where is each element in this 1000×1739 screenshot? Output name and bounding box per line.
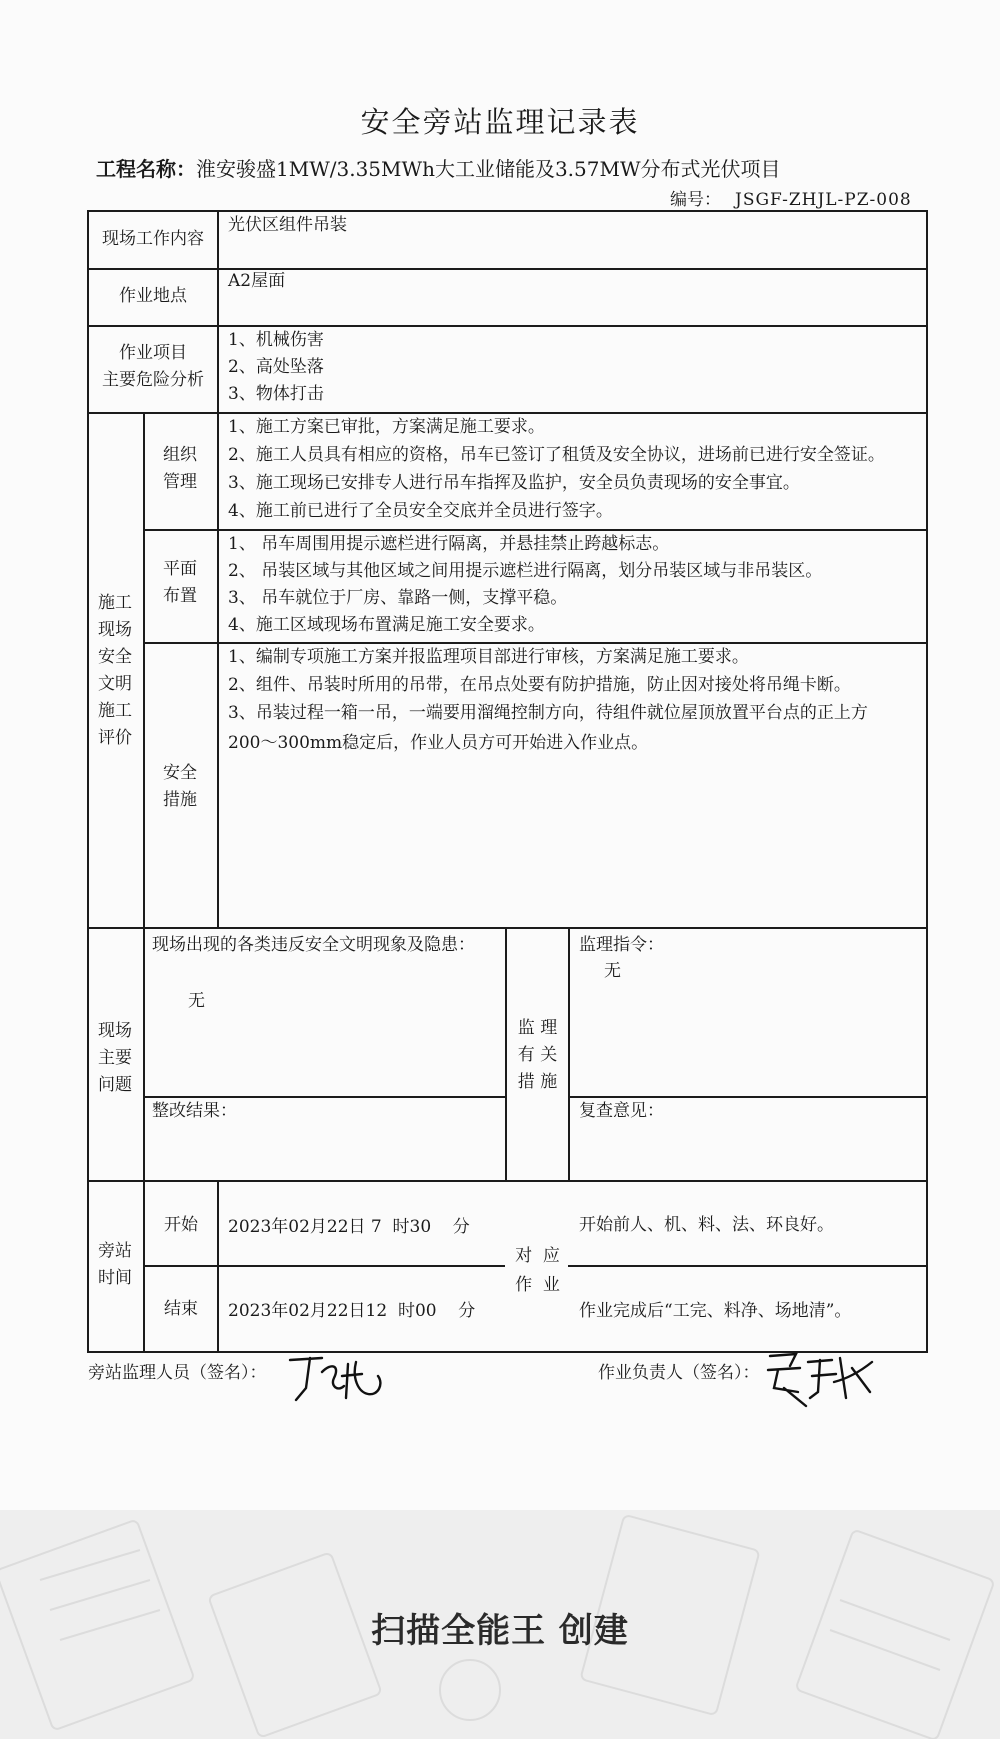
supervision-measures-label-2: 有 关 [517, 1045, 558, 1065]
work-content-label: 现场工作内容 [102, 229, 204, 249]
organization-item: 2、施工人员具有相应的资格，吊车已签订了租赁及安全协议，进场前已进行安全签证。 [228, 445, 885, 465]
organization-item: 3、施工现场已安排专人进行吊车指挥及监护，安全员负责现场的安全事宜。 [228, 473, 800, 493]
start-note: 开始前人、机、料、法、环良好。 [579, 1215, 834, 1235]
corresponding-work-label-2: 作 业 [515, 1275, 560, 1295]
end-label: 结束 [164, 1299, 198, 1319]
organization-item: 1、施工方案已审批，方案满足施工要求。 [228, 417, 545, 437]
issues-group-label: 现场 主要 问题 [98, 1021, 132, 1095]
work-content-value: 光伏区组件吊装 [228, 215, 347, 235]
supervisor-signature [282, 1348, 392, 1408]
work-leader-signature [760, 1348, 880, 1410]
violations-value: 无 [188, 991, 205, 1011]
safety-measures-label: 安全 措施 [163, 763, 197, 810]
site-layout-label: 平面 布置 [163, 559, 197, 606]
supervisor-signature-label: 旁站监理人员（签名）： [88, 1363, 267, 1383]
risk-item: 2、高处坠落 [228, 357, 324, 377]
location-label: 作业地点 [119, 286, 187, 306]
start-label: 开始 [164, 1215, 198, 1235]
evaluation-group-label: 施工 现场 安全 文明 施工 评价 [98, 593, 132, 748]
risk-item: 1、机械伤害 [228, 330, 324, 350]
supervision-measures-label-1: 监 理 [517, 1018, 558, 1038]
organization-item: 4、施工前已进行了全员安全交底并全员进行签字。 [228, 501, 613, 521]
project-value: 淮安骏盛1MW/3.35MWh大工业储能及3.57MW分布式光伏项目 [196, 157, 781, 181]
supervision-instruction-value: 无 [604, 961, 621, 981]
document-code [670, 185, 912, 210]
end-note: 作业完成后“工完、料净、场地清”。 [579, 1301, 852, 1321]
risk-item: 3、物体打击 [228, 384, 324, 404]
safety-item: 3、吊装过程一箱一吊，一端要用溜绳控制方向，待组件就位屋顶放置平台点的正上方 [228, 703, 868, 723]
project-line [96, 153, 781, 182]
code-label: 编号： [670, 190, 721, 210]
work-leader-signature-label: 作业负责人（签名）： [598, 1363, 760, 1383]
review-opinion-label: 复查意见： [579, 1101, 664, 1121]
supervision-measures-label-3: 措 施 [517, 1072, 558, 1092]
organization-label: 组织 管理 [163, 445, 197, 492]
document-title: 安全旁站监理记录表 [360, 105, 640, 139]
corresponding-work-label-1: 对 应 [515, 1246, 560, 1266]
code-value: JSGF-ZHJL-PZ-008 [735, 190, 912, 210]
rectification-label: 整改结果： [152, 1101, 237, 1121]
layout-item: 4、施工区域现场布置满足施工安全要求。 [228, 615, 545, 635]
scanner-brand-text: 扫描全能王 创建 [371, 1611, 629, 1651]
layout-item: 2、 吊装区域与其他区域之间用提示遮栏进行隔离，划分吊装区域与非吊装区。 [228, 561, 823, 581]
violations-label: 现场出现的各类违反安全文明现象及隐患： [152, 935, 475, 955]
project-label: 工程名称： [96, 157, 196, 181]
safety-item: 1、编制专项施工方案并报监理项目部进行审核，方案满足施工要求。 [228, 647, 749, 667]
layout-item: 1、 吊车周围用提示遮栏进行隔离，并悬挂禁止跨越标志。 [228, 534, 670, 554]
time-group-label: 旁站 时间 [98, 1241, 132, 1288]
layout-item: 3、 吊车就位于厂房、靠路一侧，支撑平稳。 [228, 588, 568, 608]
safety-item: 2、组件、吊装时所用的吊带，在吊点处要有防护措施，防止因对接处将吊绳卡断。 [228, 675, 851, 695]
location-value: A2屋面 [228, 271, 286, 291]
risk-label-line-2: 主要危险分析 [102, 370, 204, 390]
supervision-instruction-label: 监理指令： [579, 935, 664, 955]
safety-item: 200～300mm稳定后，作业人员方可开始进入作业点。 [228, 733, 649, 753]
start-time-value: 2023年02月22日 7 时30 分 [228, 1217, 470, 1237]
risk-label-line-1: 作业项目 [119, 343, 187, 363]
end-time-value: 2023年02月22日12 时00 分 [228, 1301, 476, 1321]
